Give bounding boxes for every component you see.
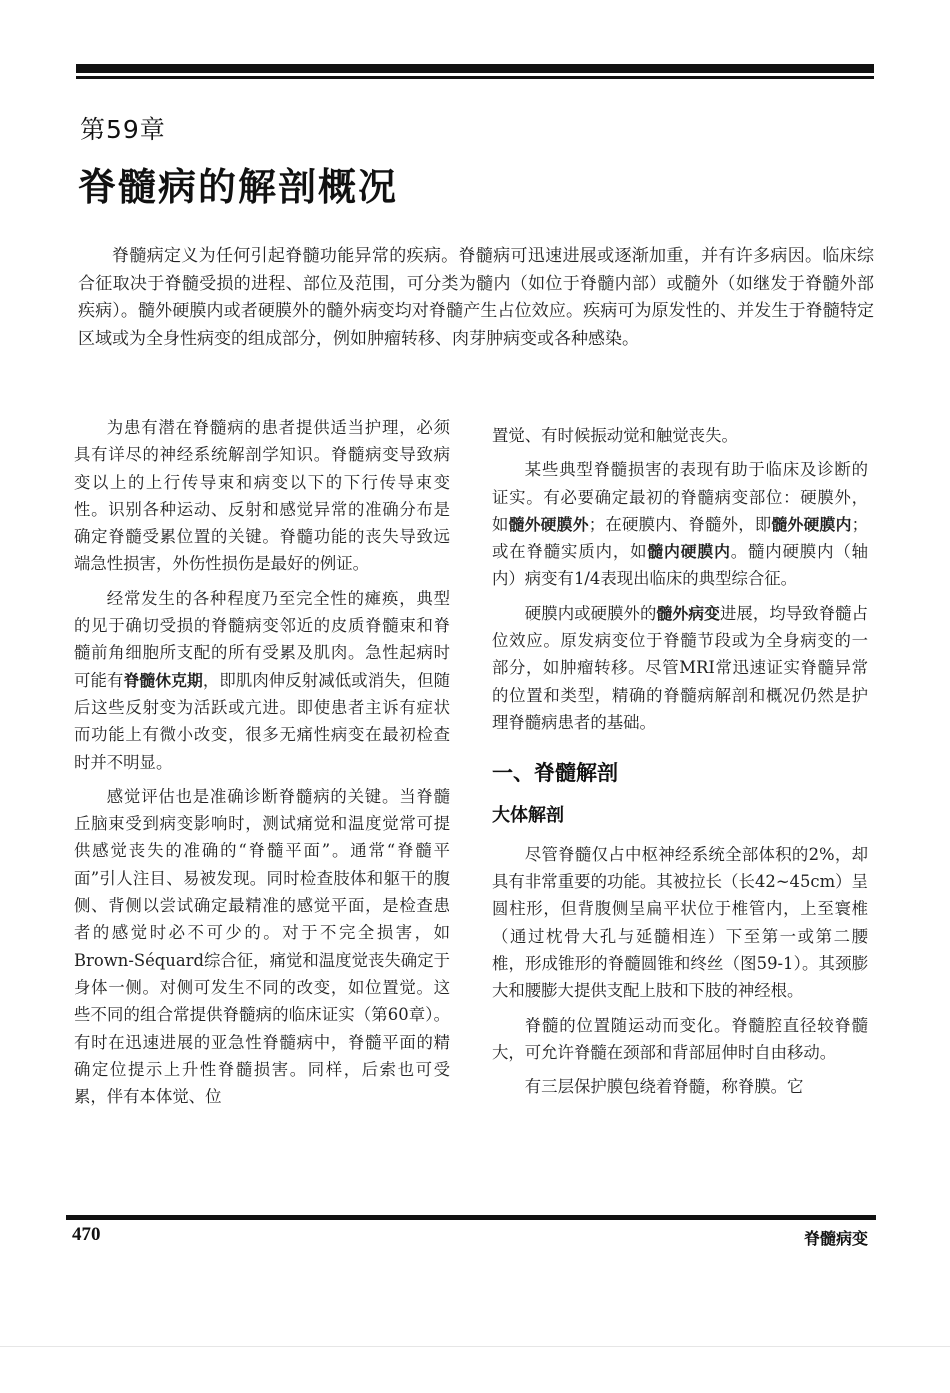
- right-p2-text-d: 。髓内硬膜内（轴内）病变有1/4表现出临床的典型综合征。: [492, 542, 868, 589]
- header-rule-thin: [76, 76, 874, 79]
- sub-heading: 大体解剖: [492, 804, 564, 826]
- running-title: 脊髓病变: [803, 1229, 868, 1248]
- left-column: [74, 414, 450, 1117]
- extramedullary-intradural-term: 髓外硬膜内: [771, 514, 852, 534]
- right-paragraph-2: [492, 456, 868, 592]
- right-paragraph-3: [492, 600, 868, 736]
- left-p2-text-b: ，即肌肉伸反射减低或消失，但随后这些反射变为活跃或亢进。即使患者主诉有症状而功能上有微小改变，很多无痛性病变在最初检查时并不明显。: [74, 670, 451, 772]
- extramedullary-extradural-term: 髓外硬膜外: [508, 514, 589, 534]
- intro-paragraph: 脊髓病定义为任何引起脊髓功能异常的疾病。脊髓病可迅速进展或逐渐加重，并有许多病因。临床综合征取决于脊髓受损的进程、部位及范围，可分类为髓内（如位于脊髓内部）或髓外（如继发于脊髓外部疾病）。髓外硬膜内或者硬膜外的髓外病变均对脊髓产生占位效应。疾病可为原发性的、并发生于脊髓特定区域或为全身性病变的组成部分，例如肿瘤转移、肉芽肿病变或各种感染。: [78, 246, 874, 349]
- left-p2-text-a: 经常发生的各种程度乃至完全性的瘫痪，典型的见于确切受损的脊髓病变邻近的皮质脊髓束和脊髓前角细胞所支配的所有受累及肌肉。急性起病时可能有: [74, 588, 450, 690]
- chapter-number: 第59章: [80, 115, 166, 144]
- section-heading: 一、脊髓解剖: [492, 761, 618, 786]
- scan-edge-line: [0, 1346, 950, 1347]
- right-column: [492, 422, 868, 1108]
- right-paragraph-continued: 置觉、有时候振动觉和触觉丧失。: [492, 426, 738, 445]
- right-p2-text-c: ；或在脊髓实质内，如: [492, 514, 868, 562]
- left-paragraph-3: 感觉评估也是准确诊断脊髓病的关键。当脊髓丘脑束受到病变影响时，测试痛觉和温度觉常可提供感觉丧失的准确的“脊髓平面”。通常“脊髓平面”引人注目、易被发现。同时检查肢体和躯干的腹侧、背侧以尝试确定最精准的感觉平面，是检查患者的感觉时必不可少的。对于不完全损害，如Brown-Séquard综合征，痛觉和温度觉丧失确定于身体一侧。对侧可发生不同的改变，如位置觉。这些不同的组合常提供脊髓病的临床证实（第60章）。有时在迅速进展的亚急性脊髓病中，脊髓平面的精确定位提示上升性脊髓损害。同样，后索也可受累，伴有本体觉、位: [74, 786, 450, 1107]
- left-paragraph-1: 为患有潜在脊髓病的患者提供适当护理，必须具有详尽的神经系统解剖学知识。脊髓病变导致病变以上的上行传导束和病变以下的下行传导束变性。识别各种运动、反射和感觉异常的准确分布是确定脊髓受累位置的关键。脊髓功能的丧失导致远端急性损害，外伤性损伤是最好的例证。: [74, 418, 450, 574]
- right-paragraph-6: 有三层保护膜包绕着脊髓，称脊膜。它: [524, 1077, 804, 1097]
- spinal-shock-term: 脊髓休克期: [123, 670, 203, 690]
- intramedullary-intradural-term: 髓内硬膜内: [647, 542, 731, 562]
- chapter-title: 脊髓病的解剖概况: [78, 165, 399, 209]
- right-paragraph-4: 尽管脊髓仅占中枢神经系统全部体积的2%，却具有非常重要的功能。其被拉长（长42~45cm）呈圆柱形，但背腹侧呈扁平状位于椎管内，上至寰椎（通过枕骨大孔与延髓相连）下至第一或第二腰椎，形成锥形的脊髓圆锥和终丝（图59-1）。其颈膨大和腰膨大提供支配上肢和下肢的神经根。: [492, 844, 868, 1001]
- right-p2-text-a: 某些典型脊髓损害的表现有助于临床及诊断的证实。有必要确定最初的脊髓病变部位：硬膜外，如: [492, 460, 868, 534]
- right-paragraph-5: 脊髓的位置随运动而变化。脊髓腔直径较脊髓大，可允许脊髓在颈部和背部屈伸时自由移动。: [492, 1015, 868, 1062]
- header-rule-thick: [76, 64, 874, 73]
- page-number: 470: [72, 1224, 101, 1245]
- footer-rule: [66, 1215, 876, 1220]
- right-p3-text-a: 硬膜内或硬膜外的: [524, 603, 657, 623]
- extramedullary-lesion-term: 髓外病变: [656, 603, 720, 623]
- left-paragraph-2: [74, 585, 450, 776]
- right-p2-text-b: ；在硬膜内、脊髓外，即: [588, 514, 772, 534]
- right-p3-text-b: 进展，均导致脊髓占位效应。原发病变位于脊髓节段或为全身病变的一部分，如肿瘤转移。尽管MRI常迅速证实脊髓异常的位置和类型，精确的脊髓病解剖和概况仍然是护理脊髓病患者的基础。: [492, 603, 868, 732]
